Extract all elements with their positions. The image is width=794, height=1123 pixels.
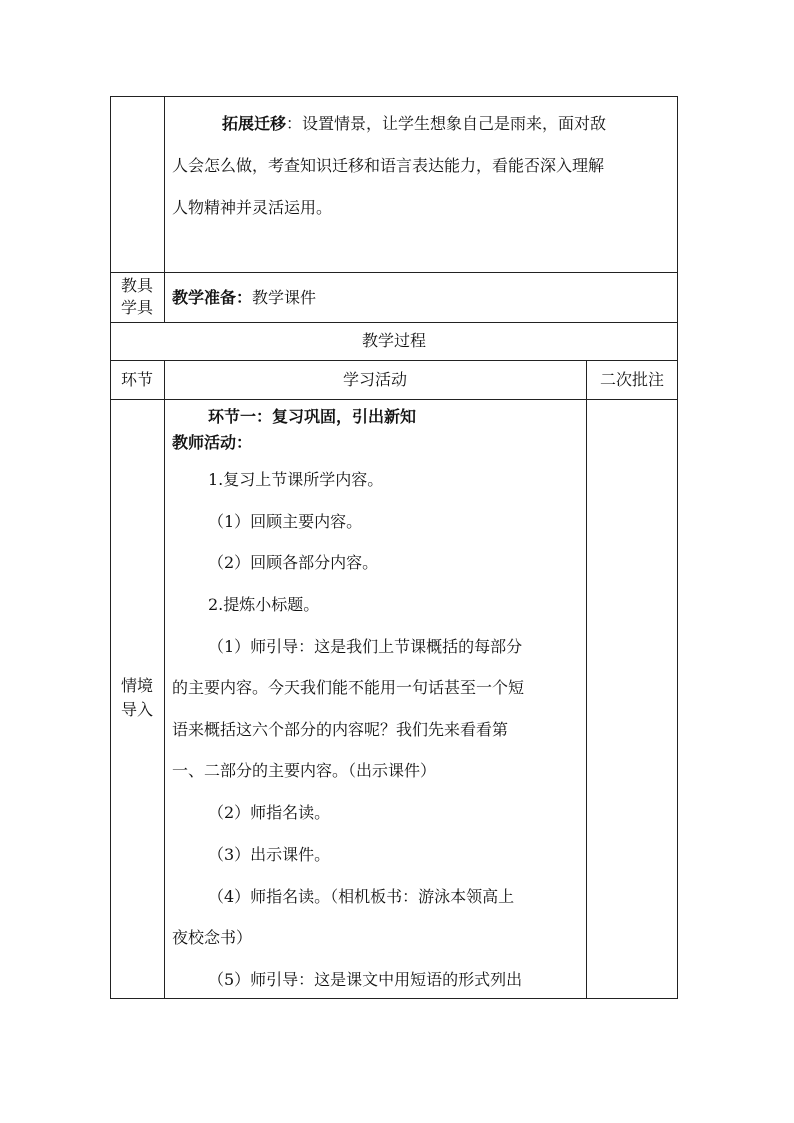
activity-line: （3）出示课件。 bbox=[208, 845, 331, 864]
activity-line: 一、二部分的主要内容。（出示课件） bbox=[172, 761, 437, 780]
lesson-plan-table bbox=[110, 96, 678, 999]
table-border-top bbox=[110, 96, 678, 97]
table-border-bottom bbox=[110, 998, 678, 999]
extension-paragraph bbox=[222, 104, 606, 144]
row-divider bbox=[110, 360, 678, 361]
activity-line: （5）师引导：这是课文中用短语的形式列出 bbox=[208, 970, 523, 989]
extension-line: 人会怎么做，考查知识迁移和语言表达能力，看能否深入理解 bbox=[172, 156, 605, 175]
activity-line: （2）回顾各部分内容。 bbox=[208, 553, 379, 572]
activity-line: 2.提炼小标题。 bbox=[208, 595, 320, 614]
tools-label-line2: 学具 bbox=[120, 298, 153, 317]
teacher-label: 教师活动： bbox=[172, 433, 253, 452]
extension-line: ：设置情景，让学生想象自己是雨来，面对敌 bbox=[286, 114, 607, 133]
extension-label: 拓展迁移 bbox=[222, 114, 287, 133]
prep-value: 教学课件 bbox=[252, 288, 317, 307]
process-header: 教学过程 bbox=[361, 331, 426, 350]
activity-line: （1）师引导：这是我们上节课概括的每部分 bbox=[208, 637, 523, 656]
column-divider bbox=[586, 360, 587, 998]
prep-text bbox=[172, 288, 316, 308]
column-divider bbox=[164, 360, 165, 998]
table-border-right bbox=[677, 96, 678, 999]
tools-label-line1: 教具 bbox=[120, 276, 153, 295]
extension-line: 人物精神并灵活运用。 bbox=[172, 198, 333, 217]
activity-line: 夜校念书） bbox=[172, 928, 253, 947]
activity-line: （4）师指名读。（相机板书：游泳本领高上 bbox=[208, 887, 515, 906]
column-header-activity: 学习活动 bbox=[342, 370, 407, 389]
row-divider bbox=[110, 322, 678, 323]
activity-line: 的主要内容。今天我们能不能用一句话甚至一个短 bbox=[172, 678, 525, 697]
row-divider bbox=[110, 272, 678, 273]
activity-line: 1.复习上节课所学内容。 bbox=[208, 470, 384, 489]
stage-label-line2: 导入 bbox=[120, 700, 153, 719]
column-divider bbox=[164, 96, 165, 322]
column-header-stage: 环节 bbox=[120, 370, 153, 389]
row-divider bbox=[110, 399, 678, 400]
activity-line: 语来概括这六个部分的内容呢？我们先来看看第 bbox=[172, 720, 509, 739]
activity-line: （2）师指名读。 bbox=[208, 803, 331, 822]
table-border-left bbox=[110, 96, 111, 999]
stage-label-line1: 情境 bbox=[120, 676, 153, 695]
prep-label: 教学准备： bbox=[172, 288, 253, 307]
activity-line: （1）回顾主要内容。 bbox=[208, 512, 363, 531]
section-title: 环节一：复习巩固，引出新知 bbox=[208, 407, 417, 426]
column-header-notes: 二次批注 bbox=[599, 370, 664, 389]
